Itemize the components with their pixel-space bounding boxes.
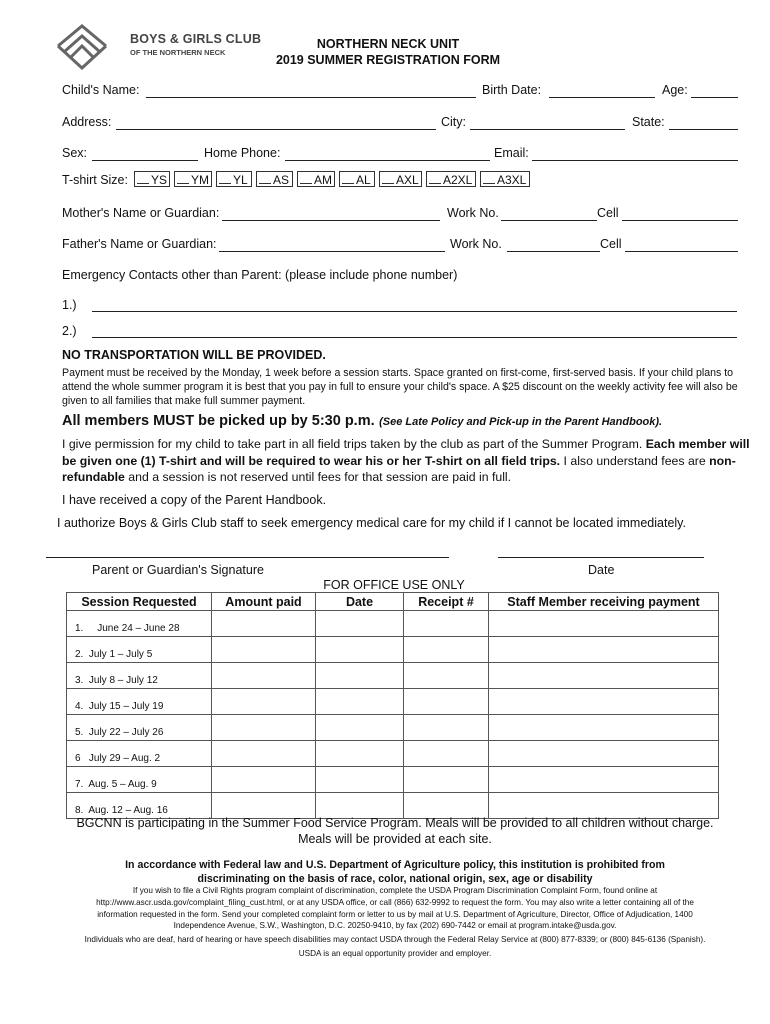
tshirt-option-a3xl[interactable] <box>480 171 530 187</box>
tshirt-option-ys[interactable] <box>134 171 170 187</box>
tshirt-size-label: T-shirt Size: <box>62 173 128 187</box>
table-row <box>67 611 719 637</box>
medical-authorize: I authorize Boys & Girls Club staff to seek emergency medical care for my child if I cannot be located immediately. <box>57 516 686 530</box>
no-transportation-notice: NO TRANSPORTATION WILL BE PROVIDED. <box>62 348 326 362</box>
session-label: 1. June 24 – June 28 <box>75 623 180 634</box>
tshirt-option-axl[interactable] <box>379 171 422 187</box>
date-cell[interactable] <box>316 767 404 793</box>
date-cell[interactable] <box>316 663 404 689</box>
date-cell[interactable] <box>316 715 404 741</box>
date-cell[interactable] <box>316 637 404 663</box>
father-work-field[interactable] <box>507 251 600 252</box>
mother-work-field[interactable] <box>501 220 597 221</box>
pickup-italic: (See Late Policy and Pick-up in the Parent Handbook). <box>379 416 663 428</box>
payment-notice: Payment must be received by the Monday, 1 week before a session starts. Space granted on first-come, first-served basis. If your child plans to attend the whole summer program it is best that you pay in full to ensure your child's space. A $25 discount on the weekly activity fee will also be given to all families that make full summer payment. <box>62 367 738 407</box>
usda-complaint-1: If you wish to file a Civil Rights program complaint of discrimination, complete the USDA Program Discrimination Complaint Form, found online at <box>132 886 658 895</box>
tshirt-option-label: A2XL <box>443 173 473 187</box>
session-label: 2. July 1 – July 5 <box>75 649 153 660</box>
title-line2: 2019 SUMMER REGISTRATION FORM <box>275 53 501 67</box>
office-use-heading: FOR OFFICE USE ONLY <box>323 578 465 592</box>
col-staff-member: Staff Member receiving payment <box>489 593 719 611</box>
col-receipt: Receipt # <box>404 593 489 611</box>
city-label: City: <box>441 115 466 129</box>
col-session-requested: Session Requested <box>67 593 212 611</box>
permission-a: I give permission for my child to take part in all field trips taken by the club as part of the Summer Program. <box>62 437 643 451</box>
amount-cell[interactable] <box>212 793 316 819</box>
session-cell <box>67 715 212 741</box>
childs-name-label: Child's Name: <box>62 83 140 97</box>
email-label: Email: <box>494 146 529 160</box>
session-label: 8. Aug. 12 – Aug. 16 <box>75 805 168 816</box>
parent-signature-field[interactable] <box>46 557 449 558</box>
signature-date-field[interactable] <box>498 557 704 558</box>
mothers-name-field[interactable] <box>222 220 440 221</box>
tshirt-option-as[interactable] <box>256 171 293 187</box>
state-field[interactable] <box>669 129 738 130</box>
staff-cell[interactable] <box>489 767 719 793</box>
mother-cell-label: Cell <box>597 206 619 220</box>
fathers-name-field[interactable] <box>219 251 445 252</box>
usda-statement-1: In accordance with Federal law and U.S. Department of Agriculture policy, this institution is prohibited from <box>125 859 665 871</box>
session-label: 7. Aug. 5 – Aug. 9 <box>75 779 157 790</box>
receipt-cell[interactable] <box>404 767 489 793</box>
amount-cell[interactable] <box>212 715 316 741</box>
home-phone-field[interactable] <box>285 160 490 161</box>
tshirt-option-label: YM <box>191 173 209 187</box>
permission-c: I also understand fees are <box>563 453 706 468</box>
session-payment-table <box>66 592 719 819</box>
title-line1: NORTHERN NECK UNIT <box>316 37 460 51</box>
contact-2-label: 2.) <box>62 324 77 338</box>
receipt-cell[interactable] <box>404 689 489 715</box>
amount-cell[interactable] <box>212 611 316 637</box>
email-field[interactable] <box>532 160 738 161</box>
tshirt-option-label: YL <box>233 173 248 187</box>
date-cell[interactable] <box>316 793 404 819</box>
receipt-cell[interactable] <box>404 793 489 819</box>
address-field[interactable] <box>116 129 436 130</box>
session-label: 6 July 29 – Aug. 2 <box>75 753 161 764</box>
usda-equal-opportunity: USDA is an equal opportunity provider and employer. <box>298 949 492 958</box>
amount-cell[interactable] <box>212 689 316 715</box>
permission-d: non-refundable <box>62 453 736 484</box>
staff-cell[interactable] <box>489 715 719 741</box>
father-work-label: Work No. <box>450 237 502 251</box>
table-row <box>67 637 719 663</box>
contact-2-field[interactable] <box>92 337 737 338</box>
meals-line2: Meals will be provided at each site. <box>298 832 492 846</box>
usda-complaint-4: Independence Avenue, S.W., Washington, D.C. 20250-9410, by fax (202) 690-7442 or email at program.intake@usda.gov. <box>173 921 617 930</box>
city-field[interactable] <box>470 129 625 130</box>
staff-cell[interactable] <box>489 689 719 715</box>
table-row <box>67 767 719 793</box>
emergency-contacts-label: Emergency Contacts other than Parent: (please include phone number) <box>62 268 458 282</box>
birth-date-field[interactable] <box>549 97 655 98</box>
tshirt-option-yl[interactable] <box>216 171 252 187</box>
date-cell[interactable] <box>316 741 404 767</box>
parent-signature-label: Parent or Guardian's Signature <box>92 563 264 577</box>
pickup-notice <box>62 412 662 430</box>
usda-relay: Individuals who are deaf, hard of hearing or have speech disabilities may contact USDA through the Federal Relay Service at (800) 877-8339; or (800) 845-6136 (Spanish). <box>84 935 706 944</box>
session-cell <box>67 611 212 637</box>
table-row <box>67 715 719 741</box>
mother-work-label: Work No. <box>447 206 499 220</box>
logo-line2: OF THE NORTHERN NECK <box>130 48 226 57</box>
tshirt-option-ym[interactable] <box>174 171 212 187</box>
table-row <box>67 689 719 715</box>
tshirt-option-a2xl[interactable] <box>426 171 476 187</box>
col-amount-paid: Amount paid <box>212 593 316 611</box>
session-label: 4. July 15 – July 19 <box>75 701 164 712</box>
amount-cell[interactable] <box>212 741 316 767</box>
staff-cell[interactable] <box>489 663 719 689</box>
session-cell <box>67 689 212 715</box>
session-cell <box>67 793 212 819</box>
receipt-cell[interactable] <box>404 663 489 689</box>
permission-b: Each member will be given one (1) T-shirt and will be required to wear his or her T-shirt on all field trips. <box>62 437 750 468</box>
receipt-cell[interactable] <box>404 611 489 637</box>
handbook-ack: I have received a copy of the Parent Handbook. <box>62 493 327 507</box>
tshirt-option-label: A3XL <box>497 173 527 187</box>
tshirt-option-am[interactable] <box>297 171 335 187</box>
permission-e: and a session is not reserved until fees for that session are paid in full. <box>128 470 512 484</box>
pickup-bold: All members MUST be picked up by 5:30 p.m. <box>62 413 375 429</box>
tshirt-option-label: AS <box>273 173 290 187</box>
session-cell <box>67 767 212 793</box>
fathers-name-label: Father's Name or Guardian: <box>62 237 217 251</box>
amount-cell[interactable] <box>212 637 316 663</box>
sex-label: Sex: <box>62 146 88 160</box>
amount-cell[interactable] <box>212 767 316 793</box>
home-phone-label: Home Phone: <box>204 146 281 160</box>
staff-cell[interactable] <box>489 741 719 767</box>
table-header-row <box>67 593 719 611</box>
staff-cell[interactable] <box>489 637 719 663</box>
mother-cell-field[interactable] <box>622 220 738 221</box>
age-label: Age: <box>662 83 688 97</box>
meals-line1: BGCNN is participating in the Summer Food Service Program. Meals will be provided to all children without charge. <box>76 816 714 830</box>
tshirt-option-label: YS <box>151 173 168 187</box>
receipt-cell[interactable] <box>404 637 489 663</box>
table-row <box>67 793 719 819</box>
contact-1-field[interactable] <box>92 311 737 312</box>
usda-complaint-2: http://www.ascr.usda.gov/complaint_filing_cust.html, or at any USDA office, or call (866) 632-9992 to request the form. You may also write a letter containing all of the <box>96 898 694 907</box>
signature-date-label: Date <box>588 563 615 577</box>
session-cell <box>67 663 212 689</box>
childs-name-field[interactable] <box>146 97 476 98</box>
tshirt-option-al[interactable] <box>339 171 375 187</box>
table-row <box>67 663 719 689</box>
staff-cell[interactable] <box>489 793 719 819</box>
contact-1-label: 1.) <box>62 298 77 312</box>
session-cell <box>67 741 212 767</box>
sex-field[interactable] <box>92 160 198 161</box>
date-cell[interactable] <box>316 689 404 715</box>
boys-girls-club-logo-icon <box>48 22 124 70</box>
birth-date-label: Birth Date: <box>482 83 542 97</box>
usda-complaint-3: information requested in the form. Send your completed complaint form or letter to us by mail at U.S. Department of Agriculture, Director, Office of Adjudication, 1400 <box>97 910 693 919</box>
state-label: State: <box>632 115 665 129</box>
session-cell <box>67 637 212 663</box>
staff-cell[interactable] <box>489 611 719 637</box>
tshirt-option-label: AM <box>314 173 332 187</box>
address-label: Address: <box>62 115 112 129</box>
date-cell[interactable] <box>316 611 404 637</box>
logo-line1: BOYS & GIRLS CLUB <box>130 32 262 46</box>
tshirt-option-label: AXL <box>396 173 419 187</box>
session-label: 3. July 8 – July 12 <box>75 675 158 686</box>
logo <box>48 22 262 70</box>
receipt-cell[interactable] <box>404 741 489 767</box>
father-cell-label: Cell <box>600 237 622 251</box>
usda-statement-2: discriminating on the basis of race, color, national origin, sex, age or disability <box>197 873 593 885</box>
table-row <box>67 741 719 767</box>
session-label: 5. July 22 – July 26 <box>75 727 164 738</box>
tshirt-option-label: AL <box>356 173 371 187</box>
col-date: Date <box>316 593 404 611</box>
mothers-name-label: Mother's Name or Guardian: <box>62 206 220 220</box>
amount-cell[interactable] <box>212 663 316 689</box>
receipt-cell[interactable] <box>404 715 489 741</box>
permission-paragraph <box>62 436 752 486</box>
age-field[interactable] <box>691 97 738 98</box>
father-cell-field[interactable] <box>625 251 738 252</box>
